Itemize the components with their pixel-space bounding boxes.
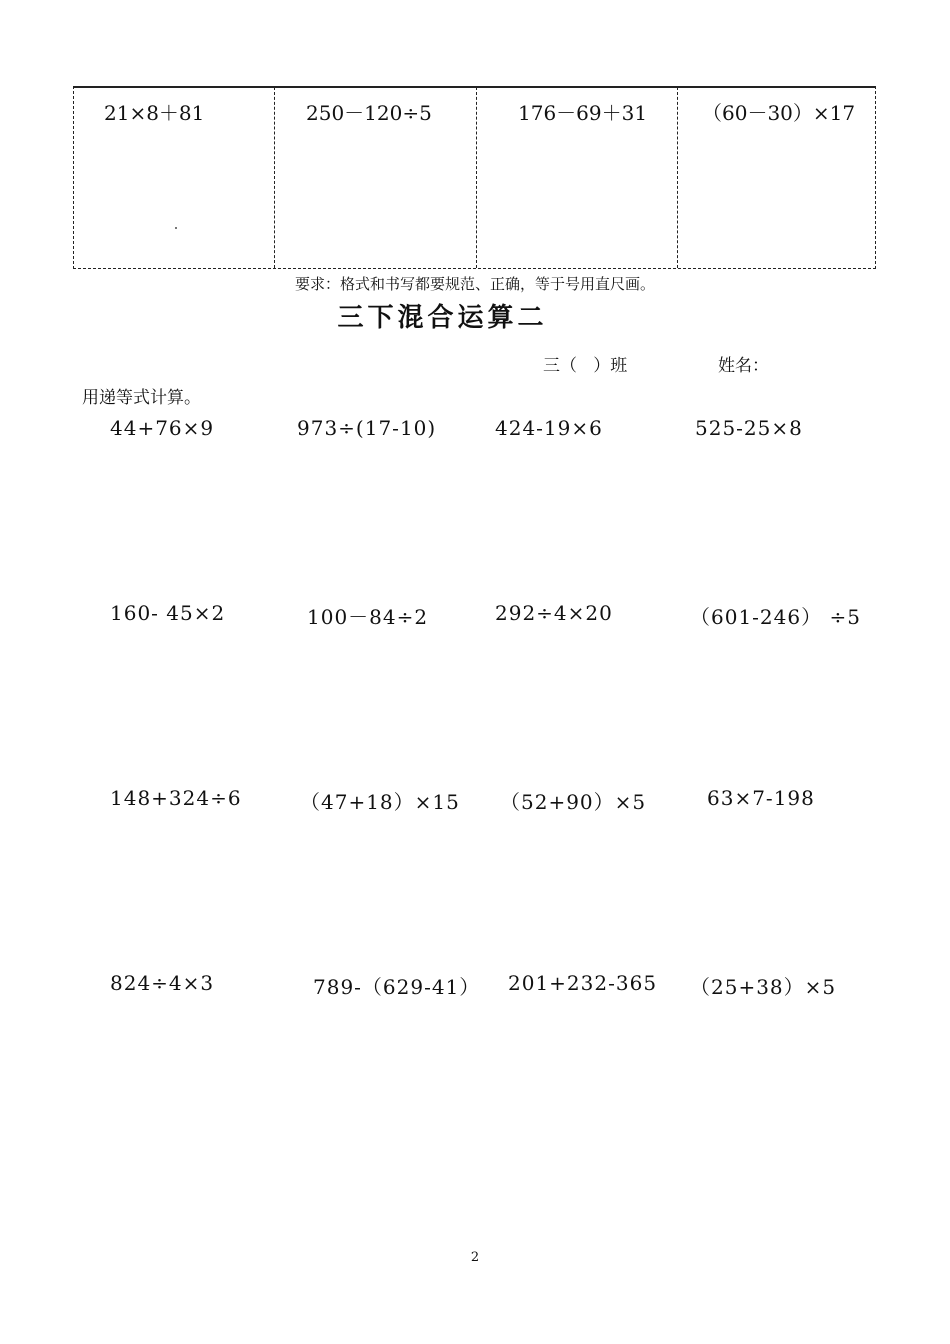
- problem-expression: 973÷(17-10): [297, 416, 437, 440]
- top-problem-table: [73, 86, 876, 269]
- stray-mark: [175, 227, 177, 229]
- problem-expression: 525-25×8: [695, 416, 803, 440]
- problem-expression: 100－84÷2: [307, 605, 429, 629]
- problem-expression: 160- 45×2: [110, 601, 226, 625]
- table-cell: [74, 87, 274, 268]
- problem-expression: 44+76×9: [110, 416, 215, 440]
- problem-expression: 824÷4×3: [110, 971, 215, 995]
- table-cell: [677, 87, 875, 268]
- table-cell: [476, 87, 677, 268]
- problem-expression: 250－120÷5: [306, 101, 432, 125]
- problem-expression: （52+90）×5: [500, 790, 647, 814]
- problem-expression: 292÷4×20: [495, 601, 613, 625]
- problem-expression: （25+38）×5: [690, 975, 837, 999]
- problem-expression: 63×7-198: [707, 786, 815, 810]
- page-number: 2: [470, 1250, 480, 1265]
- page-title: 三下混合运算二: [337, 303, 548, 333]
- requirement-note: 要求：格式和书写都要规范、正确，等于号用直尺画。: [294, 275, 655, 293]
- problem-expression: 789-（629-41）: [313, 975, 481, 999]
- problem-expression: 21×8＋81: [104, 101, 205, 125]
- problem-expression: 201+232-365: [508, 971, 658, 995]
- table-cell: [274, 87, 476, 268]
- name-label: 姓名：: [718, 356, 769, 376]
- class-label: 三（ ）班: [543, 356, 628, 376]
- problem-expression: 424-19×6: [495, 416, 603, 440]
- problem-expression: （601-246） ÷5: [690, 605, 861, 629]
- problem-expression: 176－69＋31: [518, 101, 648, 125]
- problem-expression: （47+18）×15: [300, 790, 460, 814]
- problem-expression: 148+324÷6: [110, 786, 242, 810]
- problem-expression: （60－30）×17: [702, 101, 856, 125]
- instruction: 用递等式计算。: [82, 388, 201, 408]
